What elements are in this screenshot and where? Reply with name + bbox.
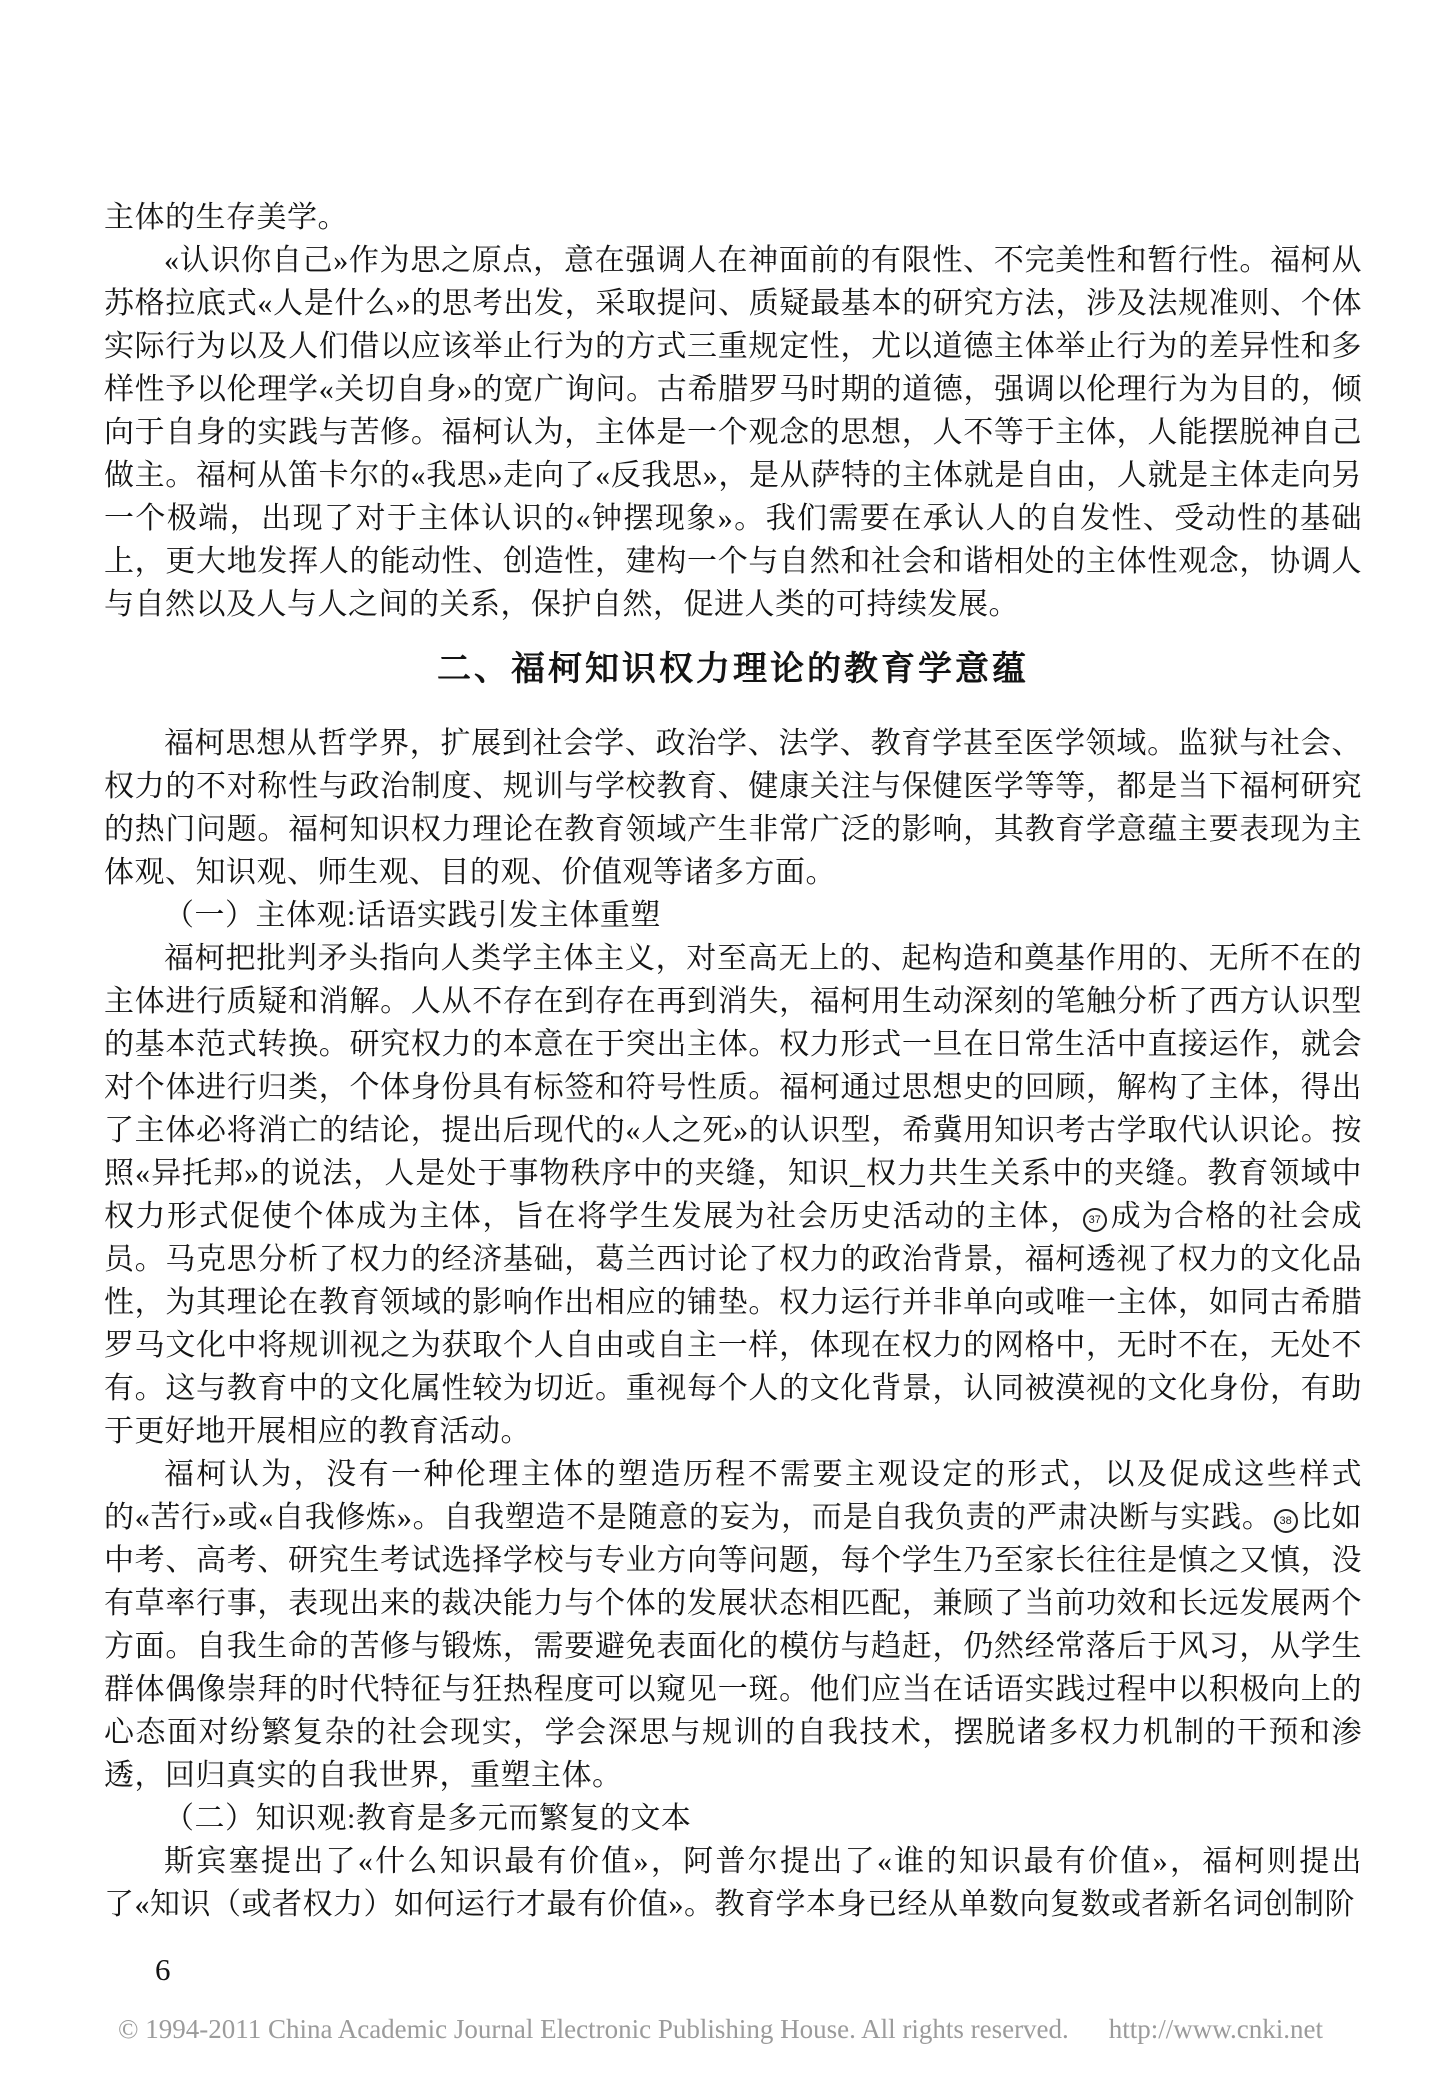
article-body xyxy=(104,196,1362,1926)
paragraph-know-thyself: «认识你自己»作为思之原点，意在强调人在神面前的有限性、不完美性和暂行性。福柯从苏格拉底式«人是什么»的思考出发，采取提问、质疑最基本的研究方法，涉及法规准则、个体实际行为以及人们借以应该举止行为的方式三重规定性，尤以道德主体举止行为的差异性和多样性予以伦理学«关切自身»的宽广询问。古希腊罗马时期的道德，强调以伦理行为为目的，倾向于自身的实践与苦修。福柯认为，主体是一个观念的思想，人不等于主体，人能摆脱神自己做主。福柯从笛卡尔的«我思»走向了«反我思»，是从萨特的主体就是自由，人就是主体走向另一个极端，出现了对于主体认识的«钟摆现象»。我们需要在承认人的自发性、受动性的基础上，更大地发挥人的能动性、创造性，建构一个与自然和社会和谐相处的主体性观念，协调人与自然以及人与人之间的关系，保护自然，促进人类的可持续发展。 xyxy=(104,244,1362,621)
paragraph-text: 福柯认为，没有一种伦理主体的塑造历程不需要主观设定的形式，以及促成这些样式的«苦行»或«自我修炼»。自我塑造不是随意的妄为，而是自我负责的严肃决断与实践。 xyxy=(104,1458,1362,1534)
paragraph-ethical-subject xyxy=(104,1453,1362,1797)
page-number: 6 xyxy=(155,1952,171,1987)
section-heading: 二、福柯知识权力理论的教育学意蕴 xyxy=(437,651,1029,688)
footer-url-text: http://www.cnki.net xyxy=(1108,2014,1324,2044)
paragraph-text: 福柯把批判矛头指向人类学主体主义，对至高无上的、起构造和奠基作用的、无所不在的主体进行质疑和消解。人从不存在到存在再到消失，福柯用生动深刻的笔触分析了西方认识型的基本范式转换。研究权力的本意在于突出主体。权力形式一旦在日常生活中直接运作，就会对个体进行归类，个体身份具有标签和符号性质。福柯通过思想史的回顾，解构了主体，得出了主体必将消亡的结论，提出后现代的«人之死»的认识型，希冀用知识考古学取代认识论。按照«异托邦»的说法，人是处于事物秩序中的夹缝，知识_权力共生关系中的夹缝。教育领域中权力形式促使个体成为主体，旨在将学生发展为社会历史活动的主体， xyxy=(104,942,1362,1233)
paragraph-text: 比如中考、高考、研究生考试选择学校与专业方向等问题，每个学生乃至家长往往是慎之又慎，没有草率行事，表现出来的裁决能力与个体的发展状态相匹配，兼顾了当前功效和长远发展两个方面。自我生命的苦修与锻炼，需要避免表面化的模仿与趋赶，仍然经常落后于风习，从学生群体偶像崇拜的时代特征与狂热程度可以窥见一斑。他们应当在话语实践过程中以积极向上的心态面对纷繁复杂的社会现实，学会深思与规训的自我技术，摆脱诸多权力机制的干预和渗透，回归真实的自我世界，重塑主体。 xyxy=(104,1501,1363,1792)
copyright-text: © 1994-2011 China Academic Journal Electronic Publishing House. All rights reserved. xyxy=(117,2014,1069,2044)
paragraph-overview: 福柯思想从哲学界，扩展到社会学、政治学、法学、教育学甚至医学领域。监狱与社会、权力的不对称性与政治制度、规训与学校教育、健康关注与保健医学等等，都是当下福柯研究的热门问题。福柯知识权力理论在教育领域产生非常广泛的影响，其教育学意蕴主要表现为主体观、知识观、师生观、目的观、价值观等诸多方面。 xyxy=(104,727,1362,889)
subsection-title-2: （二）知识观:教育是多元而繁复的文本 xyxy=(164,1802,692,1835)
page-footer xyxy=(0,2014,1441,2045)
subsection-title-1: （一）主体观:话语实践引发主体重塑 xyxy=(164,899,661,932)
footnote-ref-38: 38 xyxy=(1274,1509,1298,1533)
paragraph-text: 成为合格的社会成员。马克思分析了权力的经济基础，葛兰西讨论了权力的政治背景，福柯透视了权力的文化品性，为其理论在教育领域的影响作出相应的铺垫。权力运行并非单向或唯一主体，如同古希腊罗马文化中将规训视之为获取个人自由或自主一样，体现在权力的网格中，无时不在，无处不有。这与教育中的文化属性较为切近。重视每个人的文化背景，认同被漠视的文化身份，有助于更好地开展相应的教育活动。 xyxy=(104,1200,1363,1448)
paragraph-knowledge-view: 斯宾塞提出了«什么知识最有价值»，阿普尔提出了«谁的知识最有价值»，福柯则提出了«知识（或者权力）如何运行才最有价值»。教育学本身已经从单数向复数或者新名词创制阶 xyxy=(104,1845,1362,1921)
footnote-ref-37: 37 xyxy=(1083,1208,1107,1232)
paragraph-subject-view xyxy=(104,937,1362,1453)
paragraph-continuation: 主体的生存美学。 xyxy=(104,201,348,234)
